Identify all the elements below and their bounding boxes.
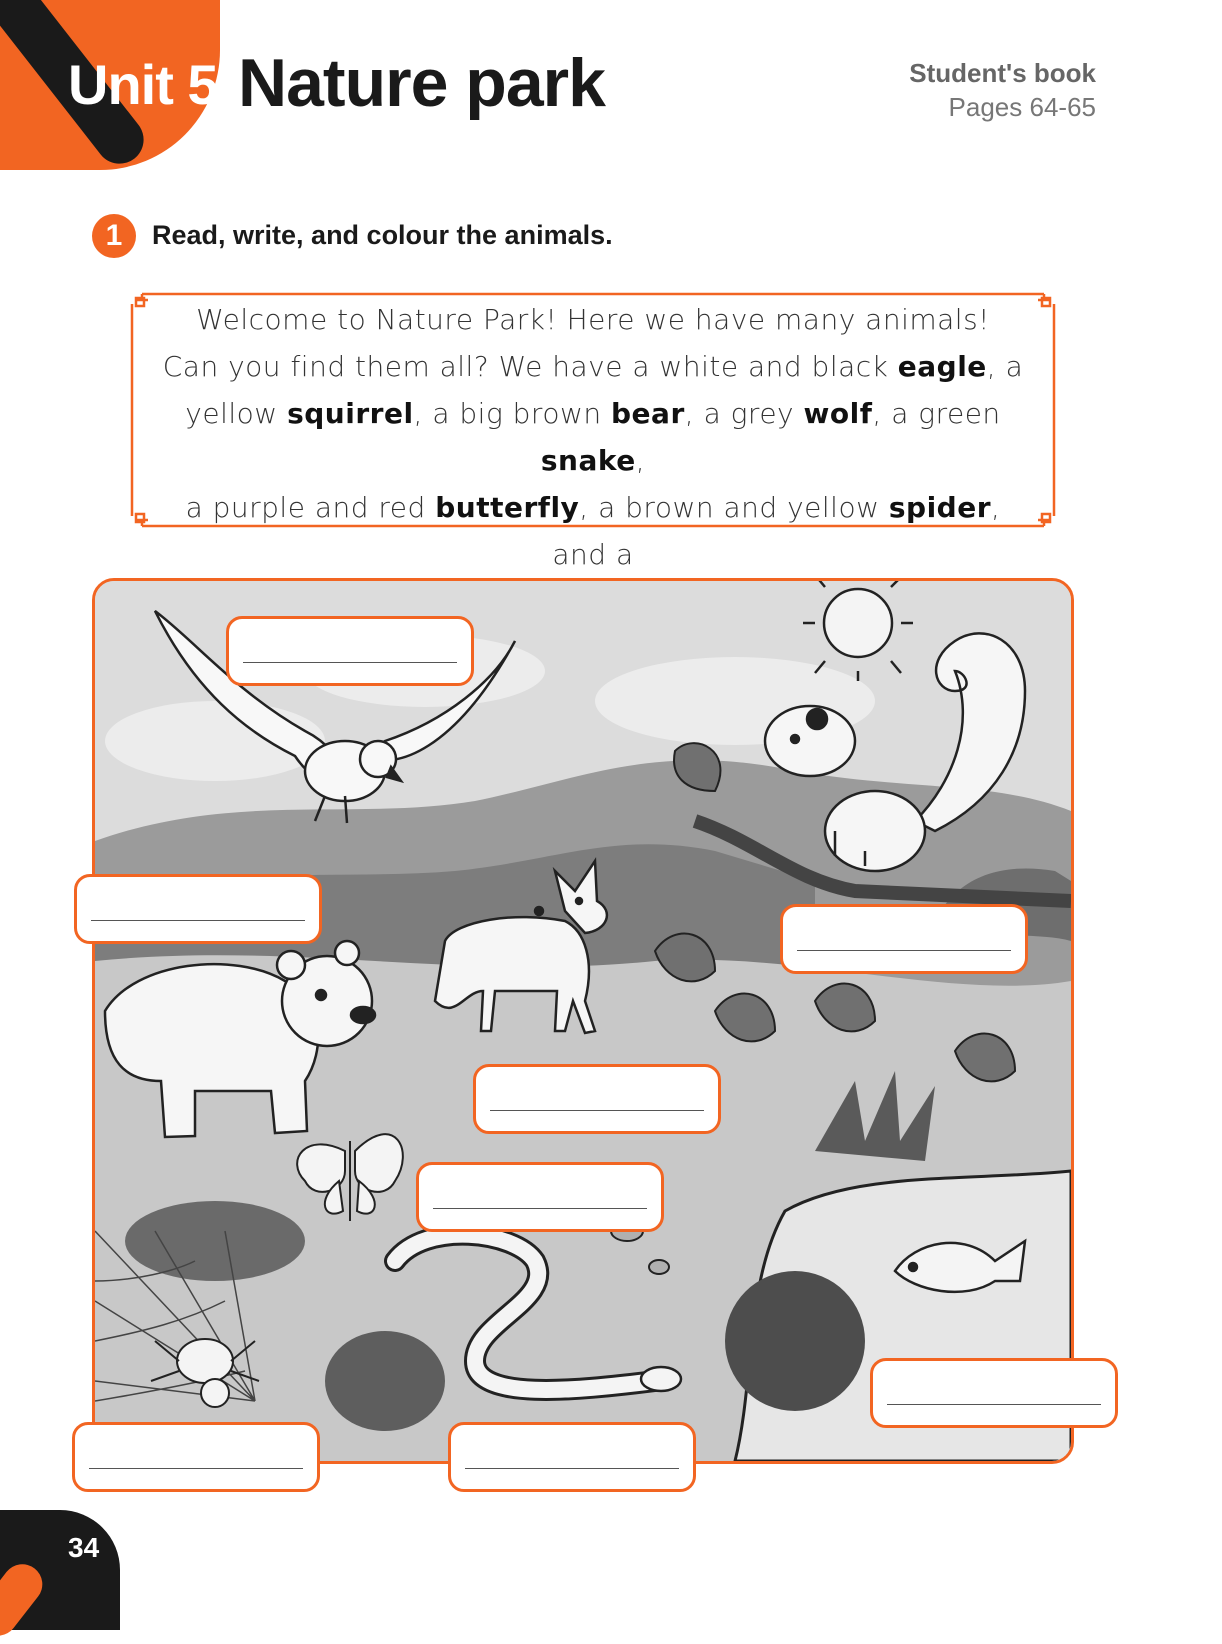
passage-text: , a bbox=[986, 350, 1024, 383]
passage-text: Welcome to Nature Park! Here we have many animals! bbox=[196, 303, 990, 336]
answer-line bbox=[887, 1404, 1101, 1405]
animal-word: squirrel bbox=[287, 397, 414, 430]
passage-text: yellow bbox=[185, 397, 288, 430]
passage-text: , and a bbox=[552, 491, 1001, 571]
animal-word: wolf bbox=[803, 397, 873, 430]
answer-box-spider[interactable] bbox=[72, 1422, 320, 1492]
page-title: Nature park bbox=[238, 45, 605, 121]
page-number: 34 bbox=[68, 1532, 100, 1563]
answer-line bbox=[433, 1208, 647, 1209]
answer-box-wolf[interactable] bbox=[473, 1064, 721, 1134]
passage-text: a purple and red bbox=[185, 491, 436, 524]
answer-box-snake[interactable] bbox=[448, 1422, 696, 1492]
animal-word: snake bbox=[540, 444, 636, 477]
answer-box-squirrel[interactable] bbox=[780, 904, 1028, 974]
answer-line bbox=[91, 920, 305, 921]
unit-label: Unit 5 bbox=[68, 53, 218, 116]
answer-box-bear[interactable] bbox=[74, 874, 322, 944]
passage-text: , a big brown bbox=[413, 397, 612, 430]
pages-reference: Pages 64-65 bbox=[948, 92, 1096, 122]
animal-word: spider bbox=[888, 491, 992, 524]
exercise-number: 1 bbox=[92, 214, 136, 258]
animal-word: bear bbox=[611, 397, 685, 430]
reading-passage bbox=[158, 296, 1028, 625]
passage-text: , bbox=[635, 444, 646, 477]
answer-line bbox=[490, 1110, 704, 1111]
answer-line bbox=[243, 662, 457, 663]
answer-line bbox=[89, 1468, 303, 1469]
answer-box-fish[interactable] bbox=[870, 1358, 1118, 1428]
passage-text: , a brown and yellow bbox=[579, 491, 889, 524]
answer-box-butterfly[interactable] bbox=[416, 1162, 664, 1232]
answer-box-eagle[interactable] bbox=[226, 616, 474, 686]
exercise-instruction: Read, write, and colour the animals. bbox=[152, 220, 613, 250]
animal-word: butterfly bbox=[435, 491, 580, 524]
answer-line bbox=[797, 950, 1011, 951]
passage-text: Can you find them all? We have a white and black bbox=[162, 350, 898, 383]
answer-line bbox=[465, 1468, 679, 1469]
nature-park-illustration bbox=[92, 578, 1074, 1464]
passage-text: , a grey bbox=[684, 397, 804, 430]
animal-word: eagle bbox=[897, 350, 987, 383]
book-reference: Student's book bbox=[909, 58, 1096, 88]
passage-text: , a green bbox=[872, 397, 1001, 430]
